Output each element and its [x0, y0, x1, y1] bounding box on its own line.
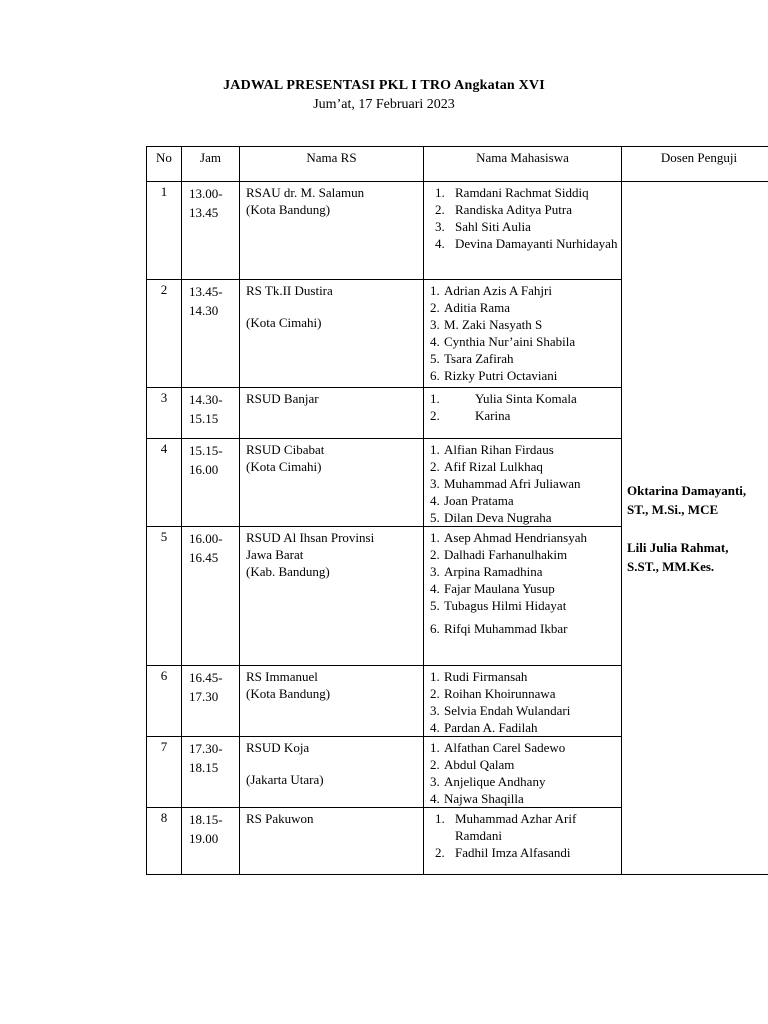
time-line: 14.30-	[189, 392, 223, 407]
row-number: 1	[147, 182, 182, 280]
student-name: Devina Damayanti Nurhidayah	[455, 236, 618, 251]
list-number: 5.	[430, 598, 440, 613]
column-header-nama-rs: Nama RS	[240, 147, 424, 182]
student-list	[424, 280, 622, 388]
student-list	[424, 182, 622, 280]
student-name: Selvia Endah Wulandari	[444, 703, 571, 718]
list-number: 4.	[430, 720, 440, 735]
list-number: 5.	[430, 351, 440, 366]
time-cell	[182, 388, 240, 439]
time-cell	[182, 439, 240, 527]
time-line: 13.45	[189, 205, 219, 220]
column-header-nama-mahasiswa: Nama Mahasiswa	[424, 147, 622, 182]
list-item	[430, 218, 621, 235]
schedule-table	[146, 146, 768, 875]
list-item	[430, 458, 621, 475]
student-name: Ramdani Rachmat Siddiq	[455, 185, 589, 200]
examiner-line: ST., M.Si., MCE	[627, 501, 719, 517]
row-number: 5	[147, 527, 182, 666]
time-line: 18.15	[189, 760, 219, 775]
hospital-line: Jawa Barat	[246, 547, 304, 562]
time-cell	[182, 737, 240, 808]
list-item	[430, 184, 621, 201]
time-line: 16.00	[189, 462, 219, 477]
hospital-line: RSUD Banjar	[246, 391, 319, 406]
hospital-line: (Kota Cimahi)	[246, 459, 322, 474]
list-number: 2.	[430, 459, 440, 474]
student-name: Abdul Qalam	[444, 757, 515, 772]
list-item	[430, 563, 621, 580]
list-item	[430, 390, 621, 407]
list-item	[430, 235, 621, 252]
list-item	[430, 844, 621, 861]
examiner-cell	[622, 182, 768, 875]
student-name: Rifqi Muhammad Ikbar	[444, 621, 568, 636]
time-cell	[182, 808, 240, 875]
student-name: Cynthia Nur’aini Shabila	[444, 334, 576, 349]
list-item	[430, 719, 621, 736]
list-number: 1.	[430, 391, 440, 406]
row-number: 2	[147, 280, 182, 388]
hospital-line: (Kota Bandung)	[246, 202, 331, 217]
time-line: 15.15-	[189, 443, 223, 458]
time-cell	[182, 666, 240, 737]
time-line: 17.30	[189, 689, 219, 704]
examiner-line	[627, 519, 768, 538]
hospital-line: (Kab. Bandung)	[246, 564, 330, 579]
list-item	[430, 441, 621, 458]
list-number: 6.	[430, 621, 440, 636]
student-name: Sahl Siti Aulia	[455, 219, 531, 234]
list-number: 2.	[430, 547, 440, 562]
list-number: 2.	[430, 408, 440, 423]
list-item	[430, 509, 621, 526]
list-item	[430, 407, 621, 424]
time-cell	[182, 527, 240, 666]
hospital-cell	[240, 280, 424, 388]
hospital-line	[246, 299, 423, 314]
list-number: 1.	[430, 530, 440, 545]
examiner-line: Lili Julia Rahmat,	[627, 539, 729, 555]
list-number: 4.	[435, 236, 445, 251]
list-number: 6.	[430, 368, 440, 383]
hospital-line: RSAU dr. M. Salamun	[246, 185, 365, 200]
hospital-cell	[240, 439, 424, 527]
hospital-line: RS Tk.II Dustira	[246, 283, 333, 298]
hospital-line: (Kota Cimahi)	[246, 315, 322, 330]
row-number: 6	[147, 666, 182, 737]
list-item	[430, 316, 621, 333]
list-number: 2.	[435, 845, 445, 860]
hospital-cell	[240, 182, 424, 280]
student-name: Fadhil Imza Alfasandi	[455, 845, 571, 860]
time-line: 18.15-	[189, 812, 223, 827]
list-item	[430, 773, 621, 790]
student-name: Alfian Rihan Firdaus	[444, 442, 554, 457]
time-line: 13.00-	[189, 186, 223, 201]
list-item	[430, 702, 621, 719]
time-line: 15.15	[189, 411, 219, 426]
student-name: Yulia Sinta Komala	[475, 391, 577, 406]
list-number: 2.	[435, 202, 445, 217]
list-number: 1.	[430, 442, 440, 457]
list-item	[430, 546, 621, 563]
list-number: 1.	[430, 740, 440, 755]
list-item	[430, 333, 621, 350]
student-name: M. Zaki Nasyath S	[444, 317, 543, 332]
list-number: 1.	[430, 669, 440, 684]
list-item	[430, 620, 621, 637]
row-number: 3	[147, 388, 182, 439]
table-header-row	[147, 147, 768, 182]
list-item	[430, 282, 621, 299]
list-item	[430, 350, 621, 367]
student-name: Dilan Deva Nugraha	[444, 510, 552, 525]
list-number: 1.	[435, 185, 445, 200]
hospital-line: RS Pakuwon	[246, 811, 314, 826]
student-name: Muhammad Afri Juliawan	[444, 476, 581, 491]
list-item	[430, 739, 621, 756]
list-item	[430, 597, 621, 614]
list-number: 3.	[430, 703, 440, 718]
hospital-cell	[240, 388, 424, 439]
table-row	[147, 182, 768, 280]
student-name: Asep Ahmad Hendriansyah	[444, 530, 587, 545]
student-name: Karina	[475, 408, 511, 423]
list-item	[430, 201, 621, 218]
row-number: 8	[147, 808, 182, 875]
hospital-line: (Kota Bandung)	[246, 686, 331, 701]
time-line: 19.00	[189, 831, 219, 846]
list-number: 3.	[430, 317, 440, 332]
list-item	[430, 367, 621, 384]
student-name: Randiska Aditya Putra	[455, 202, 572, 217]
student-name: Dalhadi Farhanulhakim	[444, 547, 568, 562]
list-item	[430, 529, 621, 546]
time-line: 16.00-	[189, 531, 223, 546]
student-name: Pardan A. Fadilah	[444, 720, 538, 735]
student-name: Tsara Zafirah	[444, 351, 514, 366]
row-number: 4	[147, 439, 182, 527]
list-item	[430, 668, 621, 685]
list-number: 4.	[430, 791, 440, 806]
list-number: 4.	[430, 493, 440, 508]
time-line: 16.45-	[189, 670, 223, 685]
document-date: Jum’at, 17 Februari 2023	[313, 97, 455, 112]
student-name: Afif Rizal Lulkhaq	[444, 459, 543, 474]
hospital-line: (Jakarta Utara)	[246, 772, 324, 787]
hospital-cell	[240, 527, 424, 666]
list-number: 3.	[435, 219, 445, 234]
list-number: 3.	[430, 774, 440, 789]
time-cell	[182, 280, 240, 388]
list-number: 1.	[430, 283, 440, 298]
student-name: Rudi Firmansah	[444, 669, 528, 684]
student-list	[424, 527, 622, 666]
student-list	[424, 737, 622, 808]
hospital-line	[246, 756, 423, 771]
list-number: 1.	[435, 811, 445, 826]
student-name: Joan Pratama	[444, 493, 514, 508]
row-number: 7	[147, 737, 182, 808]
hospital-line: RSUD Al Ihsan Provinsi	[246, 530, 375, 545]
document-title: JADWAL PRESENTASI PKL I TRO Angkatan XVI	[223, 78, 545, 93]
list-item	[430, 810, 621, 844]
list-number: 4.	[430, 581, 440, 596]
student-name: Arpina Ramadhina	[444, 564, 543, 579]
student-list	[424, 388, 622, 439]
column-header-no: No	[147, 147, 182, 182]
column-header-dosen-penguji: Dosen Penguji	[622, 147, 768, 182]
examiner-line: S.ST., MM.Kes.	[627, 558, 715, 574]
list-number: 3.	[430, 476, 440, 491]
student-name: Fajar Maulana Yusup	[444, 581, 555, 596]
time-line: 16.45	[189, 550, 219, 565]
list-number: 2.	[430, 686, 440, 701]
hospital-cell	[240, 808, 424, 875]
examiner-line: Oktarina Damayanti,	[627, 482, 747, 498]
list-item	[430, 685, 621, 702]
student-list	[424, 439, 622, 527]
student-list	[424, 666, 622, 737]
time-cell	[182, 182, 240, 280]
list-item	[430, 299, 621, 316]
student-name: Adrian Azis A Fahjri	[444, 283, 552, 298]
list-item	[430, 580, 621, 597]
list-item	[430, 790, 621, 807]
student-name: Najwa Shaqilla	[444, 791, 524, 806]
student-name: Rizky Putri Octaviani	[444, 368, 558, 383]
student-name: Anjelique Andhany	[444, 774, 546, 789]
hospital-cell	[240, 737, 424, 808]
hospital-line: RSUD Koja	[246, 740, 310, 755]
list-item	[430, 756, 621, 773]
time-line: 14.30	[189, 303, 219, 318]
list-number: 5.	[430, 510, 440, 525]
column-header-jam: Jam	[182, 147, 240, 182]
student-name: Tubagus Hilmi Hidayat	[444, 598, 567, 613]
hospital-line: RS Immanuel	[246, 669, 318, 684]
student-name: Muhammad Azhar Arif Ramdani	[455, 811, 577, 843]
student-name: Aditia Rama	[444, 300, 511, 315]
list-number: 2.	[430, 300, 440, 315]
time-line: 17.30-	[189, 741, 223, 756]
list-number: 4.	[430, 334, 440, 349]
student-name: Alfathan Carel Sadewo	[444, 740, 566, 755]
time-line: 13.45-	[189, 284, 223, 299]
hospital-cell	[240, 666, 424, 737]
hospital-line: RSUD Cibabat	[246, 442, 325, 457]
student-name: Roihan Khoirunnawa	[444, 686, 556, 701]
list-item	[430, 492, 621, 509]
list-number: 3.	[430, 564, 440, 579]
list-item	[430, 475, 621, 492]
student-list	[424, 808, 622, 875]
list-number: 2.	[430, 757, 440, 772]
